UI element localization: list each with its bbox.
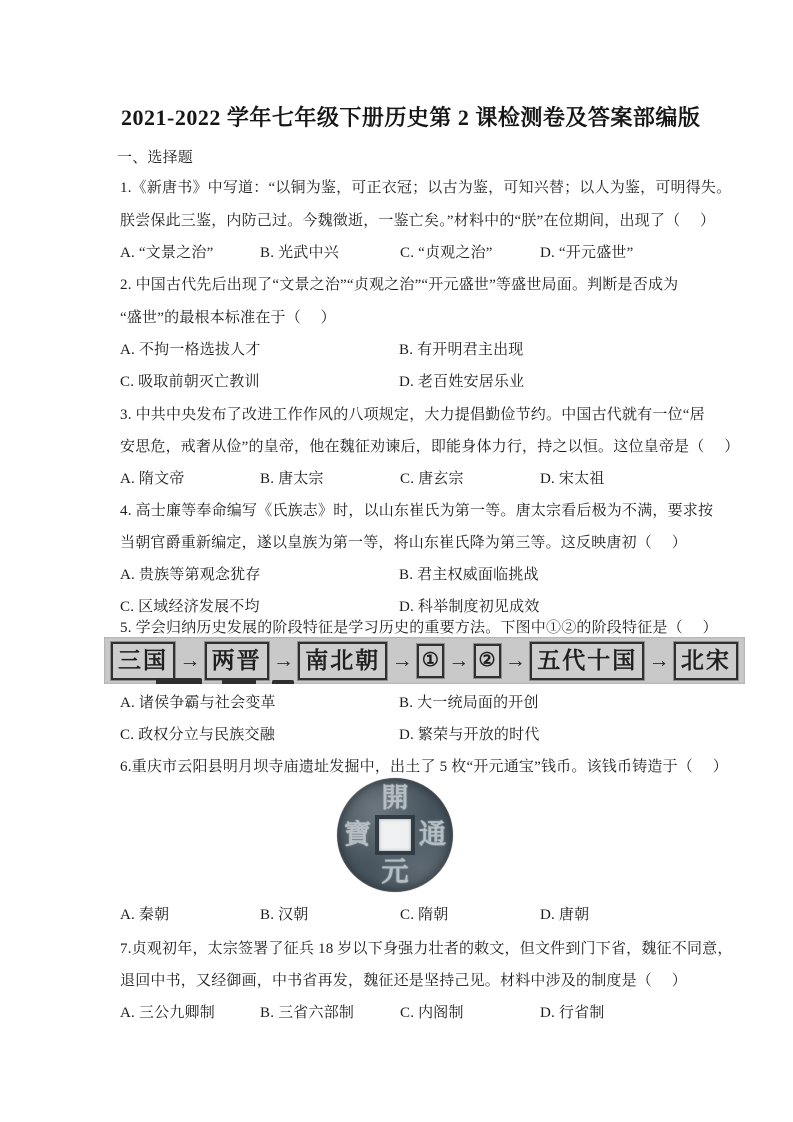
coin-char-left: 寶 xyxy=(344,819,371,850)
page-title: 2021-2022 学年七年级下册历史第 2 课检测卷及答案部编版 xyxy=(121,105,701,130)
q6-options xyxy=(120,906,589,925)
coin-char-top: 開 xyxy=(381,783,409,813)
q7-text-line1: 7.贞观初年，太宗签署了征兵 18 岁以下身强力壮者的敕文，但文件到门下省，魏征不同意， xyxy=(120,941,733,957)
q4-options-row2 xyxy=(120,598,540,617)
q3-options xyxy=(120,470,605,489)
q3-option-d: D. 宋太祖 xyxy=(540,471,605,487)
q2-options-row1 xyxy=(120,341,524,360)
q1-option-a: A. “文景之治” xyxy=(120,245,214,261)
arrow-icon: → xyxy=(272,648,294,672)
q7-option-b: B. 三省六部制 xyxy=(260,1005,355,1021)
q6-option-a: A. 秦朝 xyxy=(120,907,170,923)
arrow-icon: → xyxy=(648,648,670,672)
q4-option-a: A. 贵族等第观念犹存 xyxy=(120,567,261,583)
q1-option-b: B. 光武中兴 xyxy=(260,245,339,261)
q5-timeline-image xyxy=(104,637,745,684)
timeline-node-liangjin: 两晋 xyxy=(205,642,269,680)
q6-text-line1: 6.重庆市云阳县明月坝寺庙遗址发掘中，出土了 5 枚“开元通宝”钱币。该钱币铸造于（ ） xyxy=(120,759,728,775)
q4-text-line1: 4. 高士廉等奉命编写《氏族志》时，以山东崔氏为第一等。唐太宗看后极为不满，要求按 xyxy=(120,503,714,519)
coin-square-hole xyxy=(379,819,411,851)
q5-option-b: B. 大一统局面的开创 xyxy=(399,695,539,711)
q4-option-d: D. 科举制度初见成效 xyxy=(399,599,540,615)
q3-option-b: B. 唐太宗 xyxy=(260,471,324,487)
q7-options xyxy=(120,1004,605,1023)
q4-option-c: C. 区域经济发展不均 xyxy=(120,599,260,615)
q6-option-b: B. 汉朝 xyxy=(260,907,309,923)
q4-options-row1 xyxy=(120,566,539,585)
coin-char-right: 通 xyxy=(419,819,446,850)
q3-option-c: C. 唐玄宗 xyxy=(400,471,464,487)
q7-option-a: A. 三公九卿制 xyxy=(120,1005,215,1021)
q2-option-c: C. 吸取前朝灭亡教训 xyxy=(120,374,260,390)
q5-option-c: C. 政权分立与民族交融 xyxy=(120,727,275,743)
arrow-icon: → xyxy=(448,648,470,672)
scan-artifact xyxy=(222,679,256,684)
q3-option-a: A. 隋文帝 xyxy=(120,471,185,487)
timeline-node-sanguo: 三国 xyxy=(111,642,175,680)
q1-option-d: D. “开元盛世” xyxy=(540,245,634,261)
q3-text-line2: 安思危，戒奢从俭”的皇帝，他在魏征劝谏后，即能身体力行，持之以恒。这位皇帝是（ ） xyxy=(120,439,740,455)
q5-options-row1 xyxy=(120,694,539,713)
q5-options-row2 xyxy=(120,726,540,745)
q2-options-row2 xyxy=(120,373,524,392)
q4-text-line2: 当朝官爵重新编定，遂以皇族为第一等，将山东崔氏降为第三等。这反映唐初（ ） xyxy=(120,535,687,551)
arrow-icon: → xyxy=(391,648,413,672)
arrow-icon: → xyxy=(179,648,201,672)
q6-kaiyuan-coin-image xyxy=(337,778,453,892)
q3-text-line1: 3. 中共中央发布了改进工作作风的八项规定，大力提倡勤俭节约。中国古代就有一位“居 xyxy=(120,407,705,423)
q2-text-line1: 2. 中国古代先后出现了“文景之治”“贞观之治”“开元盛世”等盛世局面。判断是否成为 xyxy=(120,277,679,293)
q5-text-line1: 5. 学会归纳历史发展的阶段特征是学习历史的重要方法。下图中①②的阶段特征是（ ） xyxy=(120,620,718,636)
q6-option-c: C. 隋朝 xyxy=(400,907,449,923)
q2-text-line2: “盛世”的最根本标准在于（ ） xyxy=(120,310,336,326)
arrow-icon: → xyxy=(504,648,526,672)
scan-artifact xyxy=(156,678,202,684)
q2-option-a: A. 不拘一格选拔人才 xyxy=(120,342,261,358)
section-heading: 一、选择题 xyxy=(117,150,194,166)
q7-option-c: C. 内阁制 xyxy=(400,1005,464,1021)
timeline-node-beisong: 北宋 xyxy=(674,642,738,680)
q1-option-c: C. “贞观之治” xyxy=(400,245,493,261)
q2-option-d: D. 老百姓安居乐业 xyxy=(399,374,525,390)
q6-option-d: D. 唐朝 xyxy=(540,907,590,923)
q4-option-b: B. 君主权威面临挑战 xyxy=(399,567,539,583)
q7-text-line2: 退回中书，又经御画，中书省再发，魏征还是坚持己见。材料中涉及的制度是（ ） xyxy=(120,973,687,989)
q2-option-b: B. 有开明君主出现 xyxy=(399,342,524,358)
q7-option-d: D. 行省制 xyxy=(540,1005,605,1021)
timeline-node-nanbeichao: 南北朝 xyxy=(298,642,387,680)
q1-text-line1: 1.《新唐书》中写道：“以铜为鉴，可正衣冠；以古为鉴，可知兴替；以人为鉴，可明得失。 xyxy=(120,180,732,196)
timeline-node-blank-1: ① xyxy=(417,644,444,678)
timeline-node-blank-2: ② xyxy=(474,644,501,678)
q5-option-a: A. 诸侯争霸与社会变革 xyxy=(120,695,276,711)
scan-artifact xyxy=(272,680,294,684)
q5-option-d: D. 繁荣与开放的时代 xyxy=(399,727,540,743)
coin-char-bottom: 元 xyxy=(381,857,409,887)
q1-options xyxy=(120,244,633,263)
q1-text-line2: 朕尝保此三鉴，内防己过。今魏徵逝，一鉴亡矣。”材料中的“朕”在位期间，出现了（ ） xyxy=(120,213,716,229)
timeline-node-wudaishiguo: 五代十国 xyxy=(530,642,644,680)
